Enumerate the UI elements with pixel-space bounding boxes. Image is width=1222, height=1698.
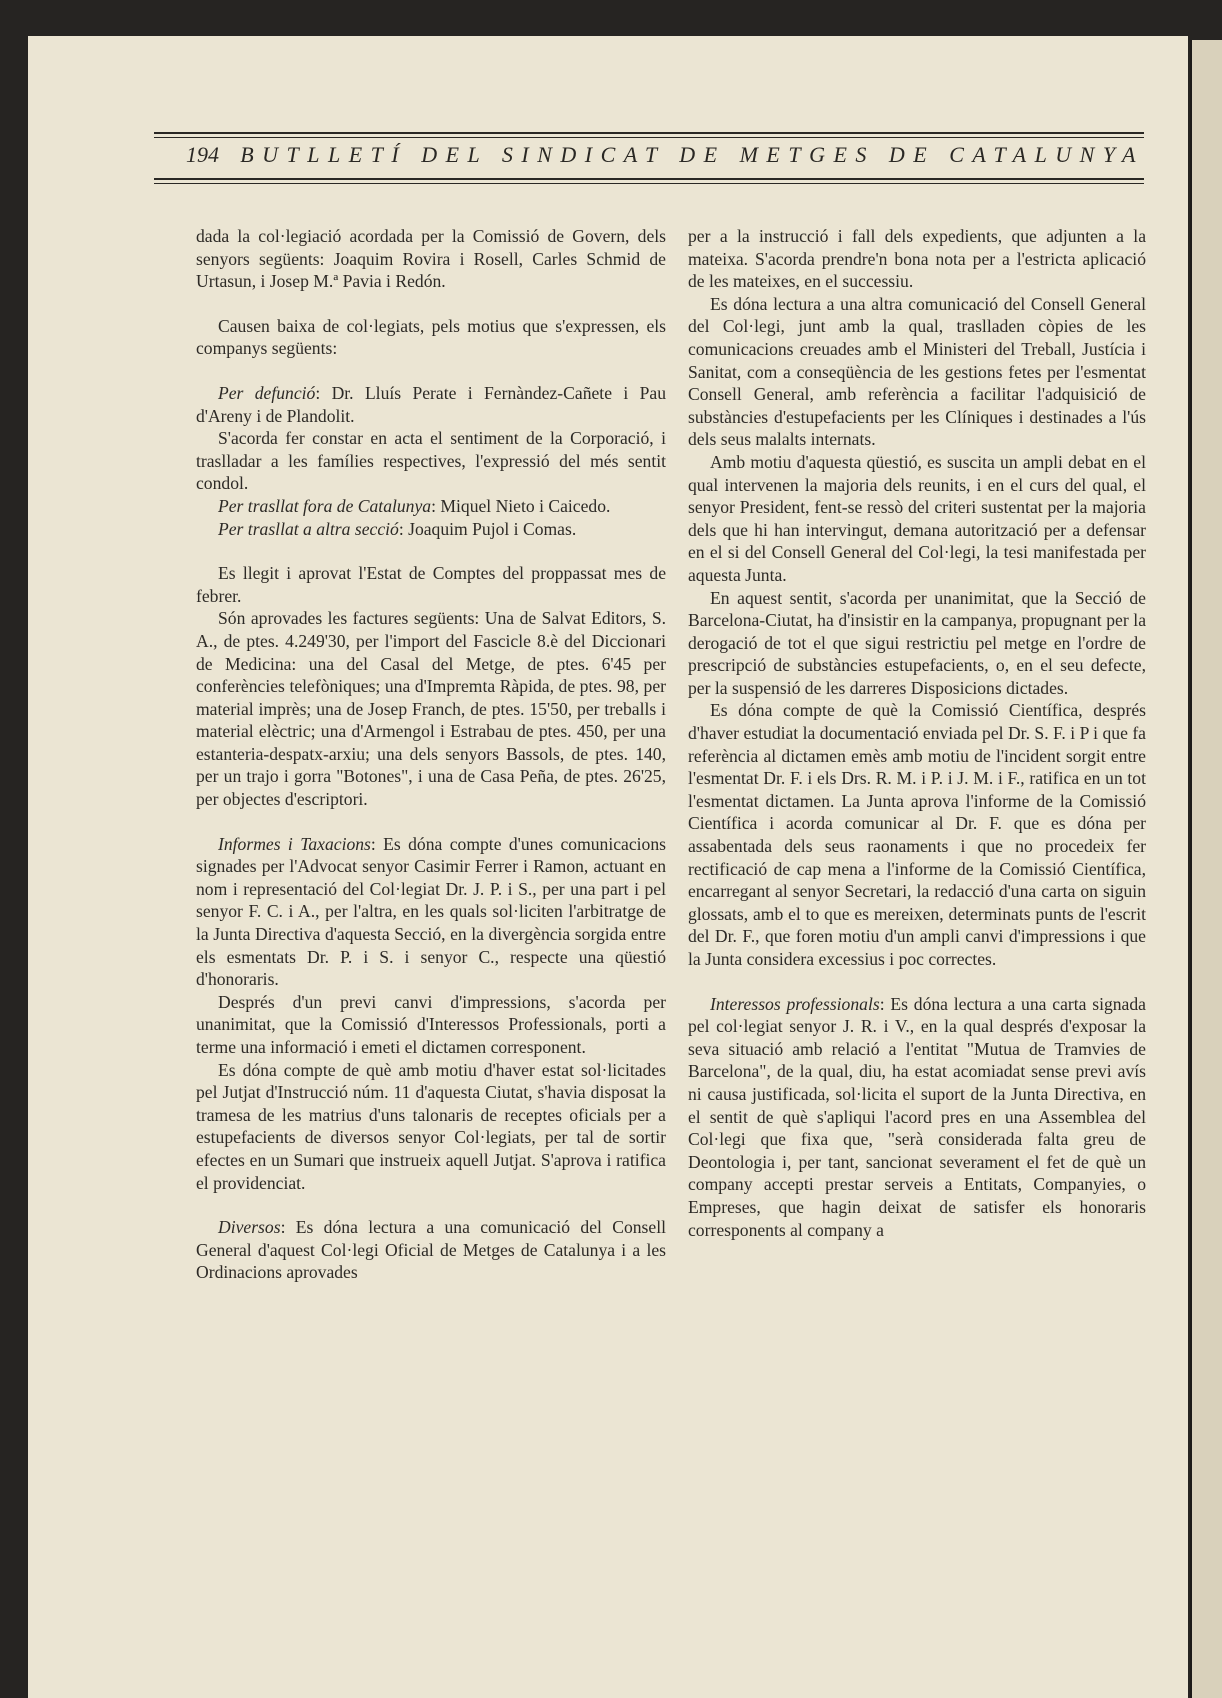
- paragraph-text: Es dóna lectura a una altra comunicació del Consell General del Col·legi, junt amb la qual, traslladen còpies de les comunicacions creuades amb el Ministeri del Treball, Justícia i Sanitat, com a conseqüència de les gestions fetes per l'esmentat Consell General, amb referència a facilitar l'adquisició de substàncies d'estupefacients per les Clíniques i destinades a l'ús dels seus malalts internats.: [688, 293, 1146, 450]
- paragraph: [196, 1216, 666, 1284]
- paragraph-text: Són aprovades les factures següents: Una de Salvat Editors, S. A., de ptes. 4.249'30, per l'import del Fascicle 8.è del Diccionari de Medicina: una del Casal del Metge, de ptes. 6'45 per conferències telefòniques; una d'Impremta Ràpida, de ptes. 98, per material imprès; una de Josep Franch, de ptes. 15'50, per treballs i material elèctric; una d'Armengol i Estrabau de ptes. 450, per una estanteria-despatx-arxiu; una dels senyors Bassols, de ptes. 140, per un trajo i gorra "Botones", i una de Casa Peña, de ptes. 26'25, per objectes d'escriptori.: [196, 608, 666, 810]
- paragraph-text: Causen baixa de col·legiats, pels motius que s'expressen, els companys següents:: [196, 315, 666, 359]
- left-column: [196, 225, 666, 1284]
- paragraph-text: Amb motiu d'aquesta qüestió, es suscita un ampli debat en el qual intervenen la majoria dels reunits, i en el curs del qual, el senyor President, fent-se ressò del criteri sustentat per la majoria dels que hi han intervingut, demana autorització per a defensar en el si del Consell General del Col·legi, la tesi manifestada per aquesta Junta.: [688, 451, 1146, 585]
- paragraph: [688, 587, 1146, 700]
- section-label: Diversos: [218, 1217, 281, 1238]
- paragraph-text: per a la instrucció i fall dels expedients, que adjunten a la mateixa. S'acorda prendre'n bona nota per a l'estricta aplicació de les mateixes, en el successiu.: [688, 226, 1146, 292]
- paragraph-text: : Dr. Lluís Perate i Fernàndez-Cañete i Pau d'Areny i de Plandolit.: [196, 382, 666, 426]
- paragraph: [196, 427, 666, 495]
- paragraph-text: : Joaquim Pujol i Comas.: [398, 518, 577, 539]
- paragraph-text: Després d'un previ canvi d'impressions, s'acorda per unanimitat, que la Comissió d'Interessos Professionals, porti a terme una informació i emeti el dictamen corresponent.: [196, 991, 666, 1057]
- paragraph: [196, 1059, 666, 1195]
- paragraph: [196, 495, 666, 518]
- section-label: Per trasllat a altra secció: [218, 518, 399, 539]
- paragraph-text: dada la col·legiació acordada per la Comissió de Govern, dels senyors següents: Joaquim Rovira i Rosell, Carles Schmid de Urtasun, i Josep M.ª Pavia i Redón.: [196, 226, 666, 292]
- paragraph: [688, 451, 1146, 587]
- paragraph-text: S'acorda fer constar en acta el sentiment de la Corporació, i traslladar a les famílies respectives, l'expressió del més sentit condol.: [196, 428, 666, 494]
- header-line: [154, 138, 1144, 178]
- page-number: 194: [186, 142, 219, 167]
- paragraph-text: : Miquel Nieto i Caicedo.: [431, 495, 611, 516]
- journal-title: BUTLLETÍ DEL SINDICAT DE METGES DE CATALUNYA: [240, 142, 1144, 167]
- section-label: Per defunció: [218, 382, 316, 403]
- paragraph: [196, 991, 666, 1059]
- right-column: [688, 225, 1146, 1241]
- paragraph: [196, 518, 666, 541]
- paragraph-text: Es dóna compte de què amb motiu d'haver estat sol·licitades pel Jutjat d'Instrucció núm. 11 d'aquesta Ciutat, s'havia disposat la tramesa de les matrius d'uns talonaris de receptes oficials per a estupefacients de diversos senyor Col·legiats, per tal de sortir efectes en un Sumari que instrueix aquell Jutjat. S'aprova i ratifica el providenciat.: [196, 1059, 666, 1193]
- section-label: Interessos professionals: [710, 993, 880, 1014]
- paragraph: [688, 293, 1146, 451]
- paragraph: [196, 562, 666, 607]
- paragraph-text: Es dóna compte de què la Comissió Científica, després d'haver estudiat la documentació enviada pel Dr. S. F. i P i que fa referència al dictamen emès amb motiu de l'incident sorgit entre l'esmentat Dr. F. i els Drs. R. M. i P. i J. M. i F., ratifica en un tot l'esmentat dictamen. La Junta aprova l'informe de la Comissió Científica i acorda comunicar al Dr. F. que es dóna per assabentada dels seus raonaments i que no procedeix fer rectificació de cap mena a l'informe de la Comissió Científica, encarregant al senyor Secretari, la redacció d'una carta on siguin glossats, amb el to que es mereixen, determinats punts de l'escrit del Dr. F., que foren motiu d'un ampli canvi d'impressions i que la Junta considera excessius i poc correctes.: [688, 700, 1146, 969]
- paragraph: [196, 315, 666, 360]
- paragraph-text: En aquest sentit, s'acorda per unanimitat, que la Secció de Barcelona-Ciutat, ha d'insistir en la campanya, propugnant per la derogació de tot el que sigui restrictiu pel metge en l'ordre de prescripció de substàncies estupefacients, o, en el seu defecte, per la suspensió de les darreres Disposicions dictades.: [688, 587, 1146, 698]
- next-page-edge: [1190, 40, 1222, 1698]
- section-label: Informes i Taxacions: [218, 833, 371, 854]
- paragraph: [688, 225, 1146, 293]
- paragraph-text: : Es dóna lectura a una carta signada pel col·legiat senyor J. R. i V., en la qual després d'exposar la seva situació amb relació a l'entitat "Mutua de Tramvies de Barcelona", de la qual, diu, ha estat acomiadat sense previ avís ni causa justificada, sol·licita el suport de la Junta Directiva, en el sentit de què s'apliqui l'acord pres en una Assemblea del Col·legi que fixa que, "serà considerada falta greu de Deontologia i, per tant, sancionat severament el fet de què un company accepti prestar serveis a Entitats, Companyies, o Empreses, que hagin deixat de satisfer els honoraris corresponents al company a: [688, 993, 1146, 1240]
- paragraph: [688, 699, 1146, 970]
- paragraph: [196, 382, 666, 427]
- header-rule-bottom-thin: [154, 183, 1144, 184]
- paragraph-text: : Es dóna compte d'unes comunicacions signades per l'Advocat senyor Casimir Ferrer i Ramon, actuant en nom i representació del Col·legiat Dr. J. P. i S., per una part i pel senyor F. C. i A., per l'altra, en les quals sol·liciten l'arbitratge de la Junta Directiva d'aquesta Secció, en la divergència sorgida entre els esmentats Dr. P. i S. i senyor C., respecte una qüestió d'honoraris.: [196, 833, 666, 990]
- paragraph-text: : Es dóna lectura a una comunicació del Consell General d'aquest Col·legi Oficial de Metges de Catalunya i a les Ordinacions aprovades: [196, 1217, 666, 1283]
- paragraph: [196, 607, 666, 810]
- running-header: [154, 132, 1144, 184]
- paragraph: [196, 833, 666, 991]
- header-rule-top: [154, 132, 1144, 134]
- paragraph: [688, 993, 1146, 1242]
- section-label: Per trasllat fora de Catalunya: [218, 495, 432, 516]
- header-rule-bottom: [154, 178, 1144, 180]
- paragraph: [196, 225, 666, 293]
- paragraph-text: Es llegit i aprovat l'Estat de Comptes del proppassat mes de febrer.: [196, 563, 666, 606]
